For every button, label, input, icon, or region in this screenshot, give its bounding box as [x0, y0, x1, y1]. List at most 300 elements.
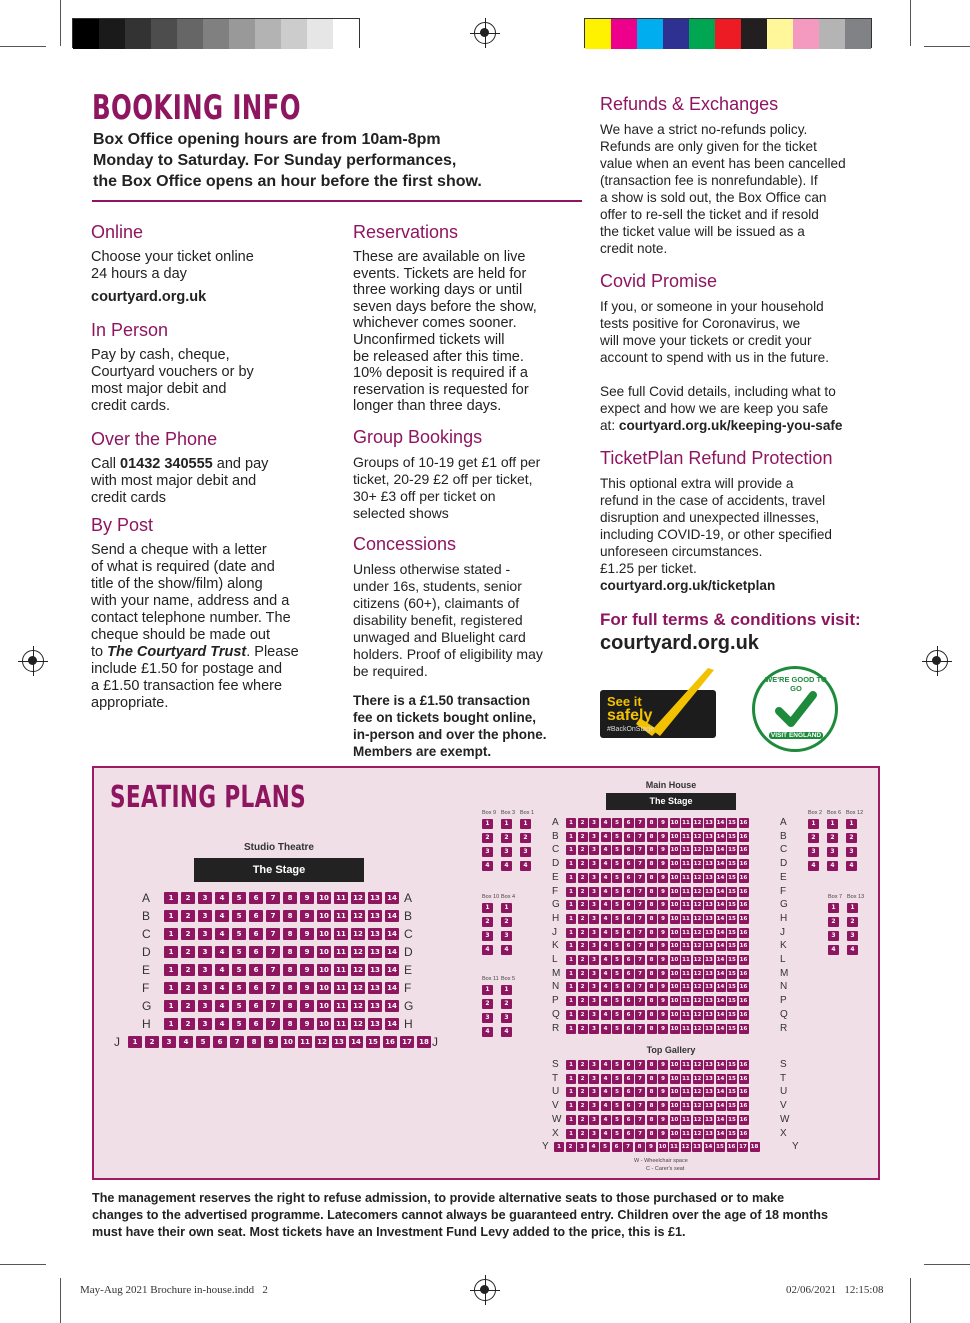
seat[interactable]: 14 [716, 888, 725, 895]
seat[interactable]: 9 [658, 996, 668, 1006]
seat[interactable]: 9 [300, 964, 314, 976]
seat[interactable]: 8 [647, 832, 657, 842]
seat[interactable]: 7 [635, 832, 645, 842]
seat[interactable]: 8 [647, 928, 657, 938]
seat[interactable]: 10 [670, 874, 679, 881]
seat[interactable]: 3 [589, 914, 599, 924]
seat[interactable]: 14 [716, 1103, 725, 1110]
seat[interactable]: 14 [385, 910, 399, 922]
seat[interactable]: 4 [601, 969, 611, 979]
seat[interactable]: 4 [601, 1101, 611, 1111]
seat[interactable]: 7 [266, 928, 280, 940]
seat[interactable]: 8 [283, 928, 297, 940]
seat[interactable]: 4 [601, 1010, 611, 1020]
seat[interactable]: 2 [578, 887, 588, 897]
seat[interactable]: 12 [351, 1000, 365, 1012]
seat[interactable]: 2 [501, 999, 512, 1009]
seat[interactable]: 8 [283, 1000, 297, 1012]
seat[interactable]: 6 [612, 1142, 622, 1152]
seat[interactable]: 6 [249, 964, 263, 976]
seat[interactable]: 1 [566, 1060, 576, 1070]
seat[interactable]: 14 [385, 892, 399, 904]
seat[interactable]: 15 [728, 874, 736, 881]
seat[interactable]: 4 [215, 946, 229, 958]
seat[interactable]: 3 [589, 1101, 599, 1111]
seat[interactable]: 12 [351, 892, 365, 904]
seat[interactable]: 16 [383, 1036, 397, 1048]
seat[interactable]: 8 [283, 892, 297, 904]
seat[interactable]: 9 [658, 1115, 668, 1125]
seat[interactable]: 6 [624, 873, 634, 883]
seat[interactable]: 10 [670, 1130, 679, 1137]
seat[interactable]: 14 [385, 946, 399, 958]
seat[interactable]: 1 [566, 845, 576, 855]
seat[interactable]: 10 [317, 946, 331, 958]
seat[interactable]: 10 [317, 1018, 331, 1030]
seat[interactable]: 15 [366, 1036, 380, 1048]
seat[interactable]: 9 [658, 1024, 668, 1034]
seat[interactable]: 11 [682, 943, 690, 950]
seat[interactable]: 16 [739, 970, 748, 977]
seat[interactable]: 10 [670, 984, 679, 991]
seat[interactable]: 13 [705, 1089, 713, 1096]
seat[interactable]: 4 [501, 1027, 512, 1037]
seat[interactable]: 12 [693, 929, 702, 936]
seat[interactable]: 4 [601, 982, 611, 992]
seat[interactable]: 3 [198, 946, 212, 958]
seat[interactable]: 3 [589, 955, 599, 965]
seat[interactable]: 2 [145, 1036, 159, 1048]
seat[interactable]: 1 [566, 955, 576, 965]
seat[interactable]: 4 [482, 945, 493, 955]
seat[interactable]: 11 [334, 1018, 348, 1030]
seat[interactable]: 3 [482, 1013, 493, 1023]
seat[interactable]: 3 [589, 845, 599, 855]
seat[interactable]: 9 [300, 1018, 314, 1030]
seat[interactable]: 1 [847, 903, 858, 913]
seat[interactable]: 18 [750, 1144, 759, 1151]
seat[interactable]: 3 [589, 1060, 599, 1070]
seat[interactable]: 13 [705, 1062, 713, 1068]
seat[interactable]: 6 [624, 1074, 634, 1084]
seat[interactable]: 2 [828, 917, 839, 927]
seat[interactable]: 2 [181, 910, 195, 922]
seat[interactable]: 5 [600, 1142, 610, 1152]
seat[interactable]: 9 [658, 941, 668, 951]
seat[interactable]: 16 [739, 902, 748, 909]
seat[interactable]: 4 [179, 1036, 193, 1048]
seat[interactable]: 15 [728, 833, 736, 840]
seat[interactable]: 13 [705, 1103, 713, 1110]
seat[interactable]: 14 [716, 957, 725, 963]
seat[interactable]: 10 [670, 820, 679, 826]
seat[interactable]: 8 [647, 996, 657, 1006]
seat[interactable]: 14 [716, 847, 725, 854]
seat[interactable]: 10 [670, 943, 679, 950]
seat[interactable]: 3 [846, 847, 857, 857]
seat[interactable]: 14 [704, 1144, 713, 1151]
seat[interactable]: 3 [589, 1074, 599, 1084]
seat[interactable]: 16 [739, 943, 748, 950]
seat[interactable]: 17 [400, 1036, 414, 1048]
seat[interactable]: 14 [716, 874, 725, 881]
seat[interactable]: 4 [215, 1000, 229, 1012]
seat[interactable]: 16 [727, 1144, 736, 1151]
seat[interactable]: 14 [716, 833, 725, 840]
seat[interactable]: 6 [624, 832, 634, 842]
seat[interactable]: 16 [739, 861, 748, 868]
seat[interactable]: 12 [351, 910, 365, 922]
seat[interactable]: 1 [566, 1010, 576, 1020]
seat[interactable]: 13 [705, 1116, 713, 1123]
seat[interactable]: 16 [739, 833, 748, 840]
seat[interactable]: 9 [658, 887, 668, 897]
seat[interactable]: 2 [482, 833, 493, 843]
seat[interactable]: 11 [682, 1116, 690, 1123]
seat[interactable]: 13 [705, 874, 713, 881]
seat[interactable]: 1 [566, 982, 576, 992]
seat[interactable]: 7 [635, 1060, 645, 1070]
seat[interactable]: 16 [739, 957, 748, 963]
seat[interactable]: 1 [566, 969, 576, 979]
seat[interactable]: 4 [601, 996, 611, 1006]
seat[interactable]: 8 [647, 969, 657, 979]
seat[interactable]: 3 [589, 969, 599, 979]
seat[interactable]: 5 [232, 982, 246, 994]
seat[interactable]: 13 [705, 1025, 713, 1032]
seat[interactable]: 1 [164, 1000, 178, 1012]
seat[interactable]: 8 [647, 1115, 657, 1125]
seat[interactable]: 15 [728, 861, 736, 868]
seat[interactable]: 14 [385, 964, 399, 976]
seat[interactable]: 2 [578, 1060, 588, 1070]
seat[interactable]: 1 [828, 903, 839, 913]
seat[interactable]: 16 [739, 1089, 748, 1096]
seat[interactable]: 2 [578, 955, 588, 965]
seat[interactable]: 5 [612, 1074, 622, 1084]
seat[interactable]: 4 [601, 1115, 611, 1125]
seat[interactable]: 7 [266, 1018, 280, 1030]
seat[interactable]: 9 [300, 892, 314, 904]
seat[interactable]: 9 [658, 1010, 668, 1020]
seat[interactable]: 6 [624, 914, 634, 924]
seat[interactable]: 7 [635, 982, 645, 992]
seat[interactable]: 4 [482, 1027, 493, 1037]
seat[interactable]: 2 [482, 917, 493, 927]
seat[interactable]: 4 [601, 859, 611, 869]
seat[interactable]: 10 [670, 888, 679, 895]
seat[interactable]: 5 [232, 910, 246, 922]
seat[interactable]: 5 [612, 941, 622, 951]
seat[interactable]: 12 [693, 861, 702, 868]
seat[interactable]: 5 [612, 1024, 622, 1034]
seat[interactable]: 3 [589, 928, 599, 938]
seat[interactable]: 5 [232, 964, 246, 976]
seat[interactable]: 9 [300, 982, 314, 994]
seat[interactable]: 15 [728, 847, 736, 854]
seat[interactable]: 10 [670, 1062, 679, 1068]
covid-link[interactable]: courtyard.org.uk/keeping-you-safe [618, 418, 843, 433]
seat[interactable]: 11 [682, 1089, 690, 1096]
seat[interactable]: 2 [482, 999, 493, 1009]
seat[interactable]: 10 [670, 861, 679, 868]
seat[interactable]: 2 [808, 833, 819, 843]
seat[interactable]: 12 [693, 1103, 702, 1110]
seat[interactable]: 15 [716, 1144, 724, 1151]
seat[interactable]: 16 [739, 1116, 748, 1123]
seat[interactable]: 8 [647, 900, 657, 910]
seat[interactable]: 6 [624, 1087, 634, 1097]
seat[interactable]: 9 [264, 1036, 278, 1048]
seat[interactable]: 7 [266, 1000, 280, 1012]
seat[interactable]: 1 [846, 819, 857, 829]
seat[interactable]: 8 [647, 914, 657, 924]
seat[interactable]: 4 [589, 1142, 599, 1152]
seat[interactable]: 2 [501, 833, 512, 843]
seat[interactable]: 14 [716, 861, 725, 868]
seat[interactable]: 3 [589, 1024, 599, 1034]
seat[interactable]: 4 [601, 1060, 611, 1070]
seat[interactable]: 16 [739, 847, 748, 854]
seat[interactable]: 3 [589, 818, 599, 828]
seat[interactable]: 5 [612, 859, 622, 869]
seat[interactable]: 16 [739, 984, 748, 991]
seat[interactable]: 6 [624, 969, 634, 979]
seat[interactable]: 4 [601, 914, 611, 924]
seat[interactable]: 10 [317, 910, 331, 922]
seat[interactable]: 14 [716, 1062, 725, 1068]
seat[interactable]: 11 [334, 1000, 348, 1012]
seat[interactable]: 7 [635, 1087, 645, 1097]
seat[interactable]: 2 [578, 900, 588, 910]
seat[interactable]: 11 [682, 998, 690, 1005]
seat[interactable]: 11 [682, 820, 690, 826]
seat[interactable]: 6 [624, 955, 634, 965]
seat[interactable]: 13 [705, 833, 713, 840]
seat[interactable]: 3 [589, 941, 599, 951]
seat[interactable]: 12 [681, 1144, 690, 1151]
seat[interactable]: 1 [164, 964, 178, 976]
seat[interactable]: 12 [693, 833, 702, 840]
seat[interactable]: 1 [164, 1018, 178, 1030]
seat[interactable]: 10 [670, 1103, 679, 1110]
seat[interactable]: 4 [601, 1024, 611, 1034]
seat[interactable]: 10 [317, 1000, 331, 1012]
seat[interactable]: 2 [827, 833, 838, 843]
seat[interactable]: 11 [682, 888, 690, 895]
seat[interactable]: 3 [198, 928, 212, 940]
seat[interactable]: 5 [612, 982, 622, 992]
seat[interactable]: 2 [846, 833, 857, 843]
seat[interactable]: 12 [693, 957, 702, 963]
seat[interactable]: 5 [232, 928, 246, 940]
seat[interactable]: 13 [705, 957, 713, 963]
seat[interactable]: 14 [716, 1011, 725, 1018]
seat[interactable]: 1 [501, 985, 512, 995]
seat[interactable]: 4 [827, 861, 838, 871]
seat[interactable]: 6 [624, 1129, 634, 1139]
seat[interactable]: 12 [693, 1130, 702, 1137]
seat[interactable]: 4 [501, 861, 512, 871]
seat[interactable]: 15 [728, 984, 736, 991]
seat[interactable]: 12 [351, 928, 365, 940]
seat[interactable]: 7 [266, 946, 280, 958]
seat[interactable]: 14 [349, 1036, 363, 1048]
seat[interactable]: 8 [647, 982, 657, 992]
seat[interactable]: 6 [249, 1018, 263, 1030]
seat[interactable]: 3 [589, 1115, 599, 1125]
seat[interactable]: 9 [646, 1142, 656, 1152]
seat[interactable]: 4 [215, 892, 229, 904]
seat[interactable]: 1 [827, 819, 838, 829]
seat[interactable]: 11 [682, 1062, 690, 1068]
seat[interactable]: 15 [728, 1103, 736, 1110]
seat[interactable]: 13 [368, 1018, 382, 1030]
seat[interactable]: 14 [716, 929, 725, 936]
seat[interactable]: 9 [658, 873, 668, 883]
seat[interactable]: 5 [612, 1101, 622, 1111]
seat[interactable]: 11 [682, 929, 690, 936]
seat[interactable]: 5 [612, 900, 622, 910]
seat[interactable]: 16 [739, 1075, 748, 1082]
seat[interactable]: 18 [417, 1036, 431, 1048]
seat[interactable]: 15 [728, 888, 736, 895]
seat[interactable]: 6 [624, 887, 634, 897]
seat[interactable]: 13 [705, 998, 713, 1005]
seat[interactable]: 8 [647, 818, 657, 828]
seat[interactable]: 12 [693, 998, 702, 1005]
seat[interactable]: 4 [601, 845, 611, 855]
seat[interactable]: 12 [693, 915, 702, 922]
seat[interactable]: 8 [647, 941, 657, 951]
seat[interactable]: 14 [716, 902, 725, 909]
seat[interactable]: 3 [577, 1142, 587, 1152]
seat[interactable]: 4 [601, 928, 611, 938]
seat[interactable]: 10 [670, 957, 679, 963]
seat[interactable]: 4 [601, 818, 611, 828]
seat[interactable]: 12 [693, 1089, 702, 1096]
seat[interactable]: 8 [647, 955, 657, 965]
seat[interactable]: 1 [554, 1142, 564, 1152]
seat[interactable]: 1 [566, 859, 576, 869]
seat[interactable]: 11 [682, 970, 690, 977]
seat[interactable]: 1 [566, 1115, 576, 1125]
seat[interactable]: 13 [368, 964, 382, 976]
seat[interactable]: 2 [578, 859, 588, 869]
seat[interactable]: 13 [368, 910, 382, 922]
seat[interactable]: 7 [635, 859, 645, 869]
seat[interactable]: 4 [501, 945, 512, 955]
seat[interactable]: 13 [368, 892, 382, 904]
seat[interactable]: 11 [682, 1103, 690, 1110]
seat[interactable]: 11 [682, 1075, 690, 1082]
seat[interactable]: 1 [520, 819, 531, 829]
seat[interactable]: 9 [300, 928, 314, 940]
seat[interactable]: 14 [716, 915, 725, 922]
seat[interactable]: 4 [601, 941, 611, 951]
seat[interactable]: 10 [317, 982, 331, 994]
seat[interactable]: 2 [181, 982, 195, 994]
seat[interactable]: 2 [578, 1024, 588, 1034]
seat[interactable]: 9 [658, 818, 668, 828]
seat[interactable]: 1 [501, 819, 512, 829]
seat[interactable]: 8 [283, 1018, 297, 1030]
seat[interactable]: 8 [283, 982, 297, 994]
seat[interactable]: 9 [658, 859, 668, 869]
seat[interactable]: 2 [578, 941, 588, 951]
seat[interactable]: 9 [658, 1087, 668, 1097]
seat[interactable]: 10 [670, 1011, 679, 1018]
seat[interactable]: 4 [482, 861, 493, 871]
seat[interactable]: 15 [728, 1011, 736, 1018]
seat[interactable]: 1 [128, 1036, 142, 1048]
seat[interactable]: 7 [230, 1036, 244, 1048]
seat[interactable]: 3 [162, 1036, 176, 1048]
seat[interactable]: 10 [670, 929, 679, 936]
ticketplan-link[interactable]: courtyard.org.uk/ticketplan [600, 578, 776, 593]
seat[interactable]: 14 [716, 820, 725, 826]
seat[interactable]: 5 [612, 845, 622, 855]
seat[interactable]: 7 [635, 900, 645, 910]
seat[interactable]: 6 [213, 1036, 227, 1048]
seat[interactable]: 6 [249, 1000, 263, 1012]
seat[interactable]: 11 [334, 964, 348, 976]
seat[interactable]: 12 [693, 888, 702, 895]
seat[interactable]: 2 [520, 833, 531, 843]
seat[interactable]: 9 [300, 946, 314, 958]
seat[interactable]: 12 [693, 874, 702, 881]
seat[interactable]: 16 [739, 998, 748, 1005]
seat[interactable]: 3 [589, 832, 599, 842]
seat[interactable]: 13 [705, 929, 713, 936]
seat[interactable]: 11 [334, 910, 348, 922]
seat[interactable]: 5 [232, 1000, 246, 1012]
seat[interactable]: 16 [739, 1011, 748, 1018]
seat[interactable]: 6 [624, 1060, 634, 1070]
seat[interactable]: 5 [612, 955, 622, 965]
seat[interactable]: 5 [612, 887, 622, 897]
seat[interactable]: 4 [601, 955, 611, 965]
seat[interactable]: 12 [693, 1011, 702, 1018]
seat[interactable]: 10 [317, 928, 331, 940]
seat[interactable]: 11 [682, 915, 690, 922]
seat[interactable]: 15 [728, 1130, 736, 1137]
seat[interactable]: 5 [612, 996, 622, 1006]
seat[interactable]: 6 [624, 818, 634, 828]
seat[interactable]: 1 [566, 996, 576, 1006]
seat[interactable]: 3 [482, 847, 493, 857]
seat[interactable]: 3 [198, 1000, 212, 1012]
seat[interactable]: 2 [501, 917, 512, 927]
seat[interactable]: 9 [658, 955, 668, 965]
seat[interactable]: 12 [693, 943, 702, 950]
seat[interactable]: 2 [578, 1129, 588, 1139]
seat[interactable]: 7 [635, 928, 645, 938]
seat[interactable]: 14 [385, 1000, 399, 1012]
seat[interactable]: 1 [566, 900, 576, 910]
seat[interactable]: 2 [181, 892, 195, 904]
seat[interactable]: 15 [728, 820, 736, 826]
seat[interactable]: 3 [198, 1018, 212, 1030]
seat[interactable]: 4 [215, 1018, 229, 1030]
seat[interactable]: 14 [385, 982, 399, 994]
seat[interactable]: 16 [739, 1103, 748, 1110]
seat[interactable]: 3 [808, 847, 819, 857]
seat[interactable]: 2 [181, 1018, 195, 1030]
seat[interactable]: 6 [624, 900, 634, 910]
seat[interactable]: 10 [670, 1075, 679, 1082]
seat[interactable]: 5 [232, 1018, 246, 1030]
